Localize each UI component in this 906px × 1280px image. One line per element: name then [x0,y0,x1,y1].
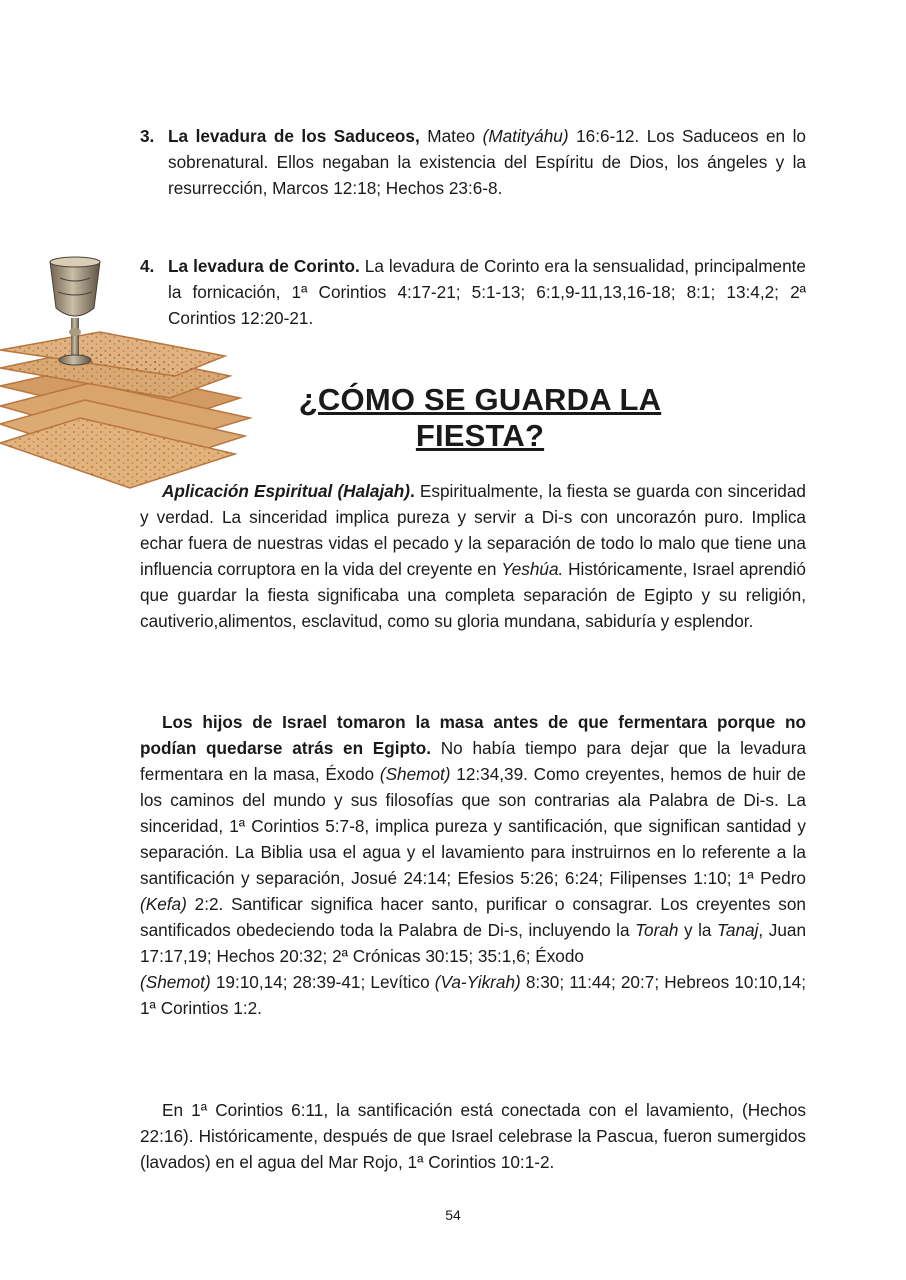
paragraph-italic: Tanaj [717,920,759,940]
item-title: La levadura de los Saduceos, [168,126,420,146]
item-text: 16:6-12. Los Saduceos en lo sobrenatural. Ellos negaban la existencia del Espíritu de Dios, los ángeles y la resurrección, Marcos 12:18; Hechos 23:6-8. [168,126,806,198]
paragraph-italic: Torah [635,920,679,940]
paragraph-sanctification: En 1ª Corintios 6:11, la santificación está conectada con el lavamiento, (Hechos 22:16). Históricamente, después de que Israel celebrase la Pascua, fueron sumergidos (lavados) en el agua del Mar Rojo, 1ª Corintios 10:1-2. [140,1100,806,1172]
item-number: 3. [140,126,155,146]
paragraph-text: Espiritualmente, la fiesta se guarda con sinceridad y verdad. La sinceridad implica pureza y servir a Di-s con uncorazón puro. Implica echar fuera de nuestras vidas el pecado y la separación de todo lo malo que tiene una influencia corruptora en la vida del creyente en [140,481,806,579]
paragraph-lead: Los hijos de Israel tomaron la masa antes de que fermentara porque no podían quedarse atrás en Egipto. [140,712,806,758]
item-italic: (Matityáhu) [482,126,569,146]
paragraph-text: 19:10,14; 28:39-41; Levítico [210,972,435,992]
paragraph-italic: (Shemot) [140,972,211,992]
paragraph-text: Históricamente, Israel aprendió que guardar la fiesta significaba una completa separación de Egipto y su religión, cautiverio,alimentos, esclavitud, como su gloria mundana, sabiduría y esplendor. [140,559,806,631]
paragraph-italic: (Kefa) [140,894,187,914]
item-text: La levadura de Corinto era la sensualidad, principalmente la fornicación, 1ª Corintios 4:17-21; 5:1-13; 6:1,9-11,13,16-18; 8:1; 13:4,2; 2ª Corintios 12:20-21. [168,256,806,328]
paragraph-lead-dot: . [410,481,415,501]
paragraph-italic: (Shemot) [379,764,451,784]
paragraph-italic: Yeshúa. [501,559,564,579]
paragraph-text: y la [678,920,717,940]
paragraph-children-of-israel [140,709,806,1021]
section-heading: ¿CÓMO SE GUARDA LA FIESTA? [298,382,662,453]
item-title: La levadura de Corinto. [168,256,360,276]
paragraph-italic: (Va-Yikrah) [434,972,521,992]
paragraph-text: 2:2. Santificar significa hacer santo, purificar o consagrar. Los creyentes son santificados obedeciendo toda la Palabra de Di-s, incluyendo la [140,894,806,940]
list-item-4 [140,253,806,331]
item-body [168,253,806,331]
item-body [168,123,806,201]
paragraph-text: No había tiempo para dejar que la levadura fermentara en la masa, Éxodo [140,738,806,784]
paragraph-text: 8:30; 11:44; 20:7; Hebreos 10:10,14; 1ª Corintios 1:2. [140,972,807,1018]
item-number: 4. [140,256,155,276]
paragraph-text: , Juan 17:17,19; Hechos 20:32; 2ª Crónicas 30:15; 35:1,6; Éxodo [140,920,807,966]
list-item-3 [140,123,806,201]
page-number: 54 [445,1207,461,1223]
paragraph-lead: Aplicación Espiritual (Halajah) [162,481,411,501]
paragraph-spiritual-application [140,478,806,634]
item-text: Mateo [419,126,483,146]
paragraph-text: 12:34,39. Como creyentes, hemos de huir de los caminos del mundo y sus filosofías que son contrarias ala Palabra de Di-s. La sinceridad, 1ª Corintios 5:7-8, implica pureza y santificación, que significan santidad y separación. La Biblia usa el agua y el lavamiento para instruirnos en lo referente a la santificación y separación, Josué 24:14; Efesios 5:26; 6:24; Filipenses 1:10; 1ª Pedro [140,764,806,888]
